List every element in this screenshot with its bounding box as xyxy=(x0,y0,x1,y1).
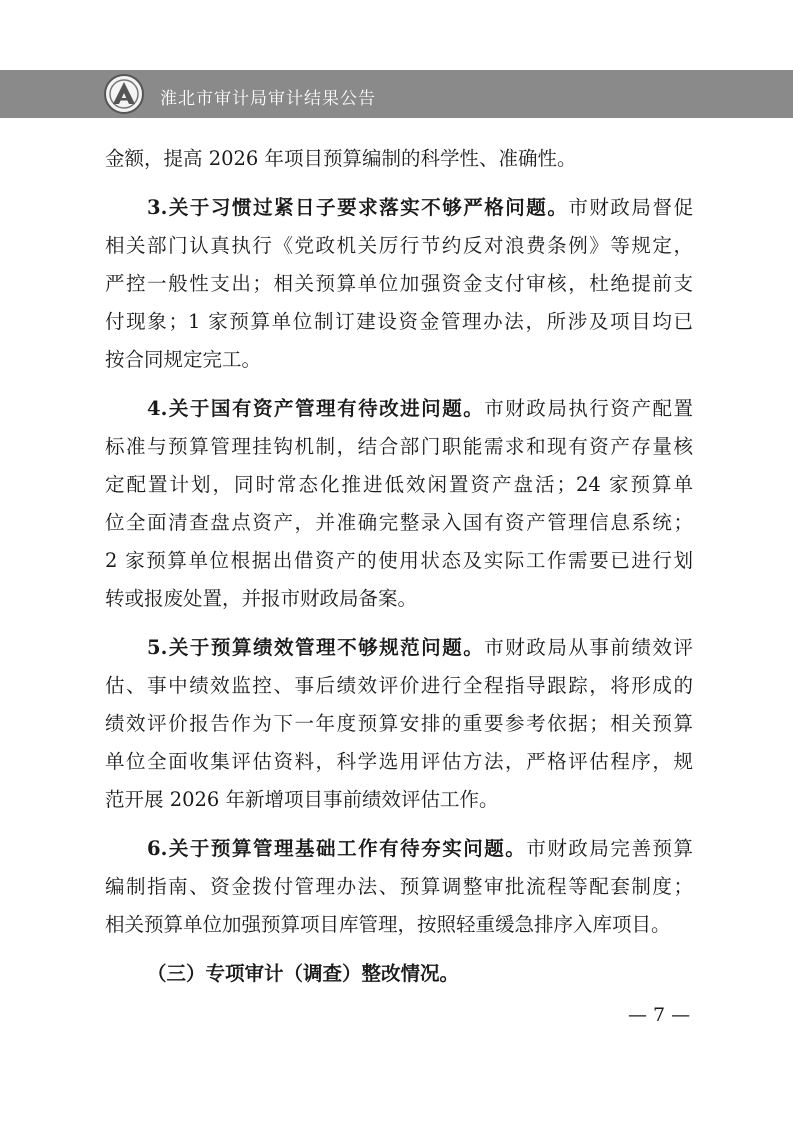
audit-emblem-icon xyxy=(101,73,147,115)
paragraph-6-heading: 6.关于预算管理基础工作有待夯实问题。 xyxy=(147,837,527,860)
section-heading: （三）专项审计（调查）整改情况。 xyxy=(147,962,460,985)
document-body xyxy=(105,140,693,993)
paragraph-4-heading: 4.关于国有资产管理有待改进问题。 xyxy=(147,397,485,420)
paragraph-6: 6.关于预算管理基础工作有待夯实问题。市财政局完善预算 编制指南、资金拨付管理办法、预算调整审批流程等配套制度； 相关预算单位加强预算项目库管理，按照轻重缓急排序入库项目。 xyxy=(105,830,693,944)
paragraph-4-first-line: 4.关于国有资产管理有待改进问题。市财政局执行资产配置 xyxy=(147,397,693,420)
page-number: — 7 — xyxy=(628,1004,691,1026)
paragraph-5-first-line: 5.关于预算绩效管理不够规范问题。市财政局从事前绩效评 xyxy=(147,636,693,659)
paragraph-5: 5.关于预算绩效管理不够规范问题。市财政局从事前绩效评 估、事中绩效监控、事后绩效评价进行全程指导跟踪，将形成的 绩效评价报告作为下一年度预算安排的重要参考依据；相关预算 单位全面收集评估资料，科学选用评估方法，严格评估程序，规 范开展 2026 年新增项目事前绩效评估工作。 xyxy=(105,629,693,819)
paragraph-4: 4.关于国有资产管理有待改进问题。市财政局执行资产配置 标准与预算管理挂钩机制，结合部门职能需求和现有资产存量核 定配置计划，同时常态化推进低效闲置资产盘活；24 家预算单 位全面清查盘点资产，并准确完整录入国有资产管理信息系统； 2 家预算单位根据出借资产的使用状态及实际工作需要已进行划 转或报废处置，并报市财政局备案。 xyxy=(105,390,693,618)
paragraph-3-first-line: 3.关于习惯过紧日子要求落实不够严格问题。市财政局督促 xyxy=(147,196,693,219)
paragraph-3: 3.关于习惯过紧日子要求落实不够严格问题。市财政局督促 相关部门认真执行《党政机关厉行节约反对浪费条例》等规定， 严控一般性支出；相关预算单位加强资金支付审核，杜绝提前支 付现象；1 家预算单位制订建设资金管理办法，所涉及项目均已 按合同规定完工。 xyxy=(105,189,693,379)
paragraph-5-heading: 5.关于预算绩效管理不够规范问题。 xyxy=(147,636,485,659)
paragraph-continuation: 金额，提高 2026 年项目预算编制的科学性、准确性。 xyxy=(105,147,577,170)
paragraph-3-heading: 3.关于习惯过紧日子要求落实不够严格问题。 xyxy=(147,196,569,219)
header-title: 淮北市审计局审计结果公告 xyxy=(160,89,376,109)
paragraph-6-first-line: 6.关于预算管理基础工作有待夯实问题。市财政局完善预算 xyxy=(147,837,693,860)
